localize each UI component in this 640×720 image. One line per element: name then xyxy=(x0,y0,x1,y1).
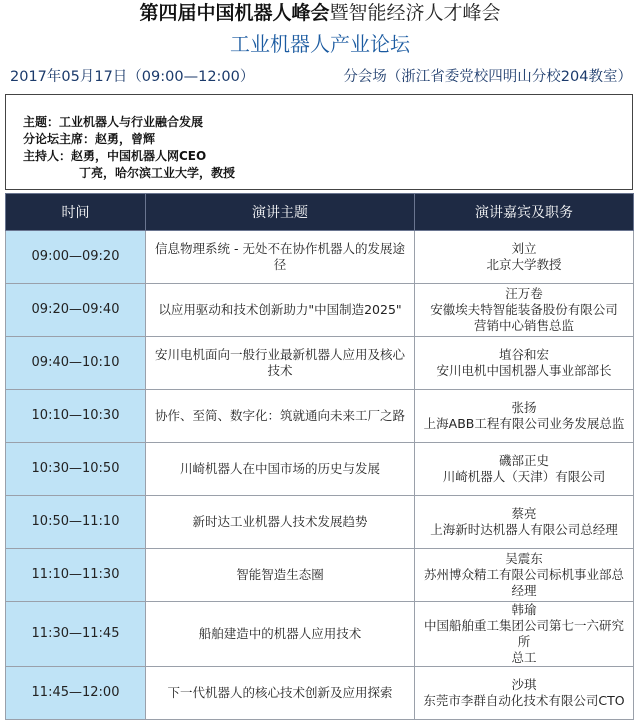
row-speaker xyxy=(415,231,634,284)
speaker-title: 苏州博众精工有限公司标机事业部总经理 xyxy=(423,567,624,598)
forum-subtitle: 工业机器人产业论坛 xyxy=(230,32,410,56)
row-speaker xyxy=(415,443,634,496)
speaker-name: 张扬 xyxy=(511,400,537,415)
table-row xyxy=(6,337,634,390)
row-time: 10:10—10:30 xyxy=(6,390,146,443)
speaker-name: 韩瑜 xyxy=(511,602,537,617)
header-speaker: 演讲嘉宾及职务 xyxy=(415,194,634,231)
row-time: 10:50—11:10 xyxy=(6,496,146,549)
row-speaker xyxy=(415,496,634,549)
forum-host-2: 丁亮，哈尔滨工业大学，教授 xyxy=(79,166,236,180)
row-speaker xyxy=(415,549,634,602)
row-topic: 川崎机器人在中国市场的历史与发展 xyxy=(146,443,415,496)
row-topic: 以应用驱动和技术创新助力"中国制造2025" xyxy=(146,284,415,337)
row-speaker xyxy=(415,390,634,443)
event-date: 2017年05月17日（09:00—12:00） xyxy=(10,69,255,85)
row-time: 10:30—10:50 xyxy=(6,443,146,496)
speaker-title: 东莞市李群自动化技术有限公司CTO xyxy=(423,693,625,708)
table-row xyxy=(6,549,634,602)
row-topic: 协作、至简、数字化：筑就通向未来工厂之路 xyxy=(146,390,415,443)
forum-chairs: 分论坛主席：赵勇，曾辉 xyxy=(23,132,156,146)
table-row xyxy=(6,390,634,443)
table-row xyxy=(6,667,634,720)
row-time: 09:40—10:10 xyxy=(6,337,146,390)
speaker-name: 沙琪 xyxy=(511,677,537,692)
event-title-suffix: 暨智能经济人才峰会 xyxy=(329,2,501,24)
row-speaker xyxy=(415,284,634,337)
speaker-title: 上海新时达机器人有限公司总经理 xyxy=(430,522,618,537)
table-row xyxy=(6,496,634,549)
date-venue-line xyxy=(0,66,640,88)
row-topic: 新时达工业机器人技术发展趋势 xyxy=(146,496,415,549)
row-topic: 智能智造生态圈 xyxy=(146,549,415,602)
row-time: 11:30—11:45 xyxy=(6,602,146,667)
row-speaker xyxy=(415,337,634,390)
speaker-name: 吴震东 xyxy=(505,551,543,566)
speaker-name: 埴谷和宏 xyxy=(498,347,549,362)
row-topic: 安川电机面向一般行业最新机器人应用及核心技术 xyxy=(146,337,415,390)
speaker-title: 川崎机器人（天津）有限公司 xyxy=(442,469,606,484)
table-row xyxy=(6,231,634,284)
row-speaker xyxy=(415,602,634,667)
header-time: 时间 xyxy=(6,194,146,231)
row-time: 09:00—09:20 xyxy=(6,231,146,284)
forum-host: 主持人：赵勇，中国机器人网CEO xyxy=(23,149,207,163)
table-row xyxy=(6,443,634,496)
table-row xyxy=(6,602,634,667)
header-topic: 演讲主题 xyxy=(146,194,415,231)
row-speaker xyxy=(415,667,634,720)
speaker-title: 营销中心销售总监 xyxy=(473,318,574,333)
speaker-title: 北京大学教授 xyxy=(486,257,562,272)
row-topic: 信息物理系统 - 无处不在协作机器人的发展途径 xyxy=(146,231,415,284)
event-venue: 分会场（浙江省委党校四明山分校204教室） xyxy=(343,69,632,85)
table-row xyxy=(6,284,634,337)
row-topic: 船舶建造中的机器人应用技术 xyxy=(146,602,415,667)
speaker-name: 汪万卷 xyxy=(505,286,543,301)
row-time: 11:45—12:00 xyxy=(6,667,146,720)
speaker-title: 中国船舶重工集团公司第七一六研究所 xyxy=(423,618,624,649)
row-topic: 下一代机器人的核心技术创新及应用探索 xyxy=(146,667,415,720)
schedule-table xyxy=(5,193,634,720)
speaker-name: 磯部正史 xyxy=(498,453,549,468)
row-time: 11:10—11:30 xyxy=(6,549,146,602)
speaker-title: 安徽埃夫特智能装备股份有限公司 xyxy=(430,302,618,317)
speaker-name: 刘立 xyxy=(511,241,537,256)
row-time: 09:20—09:40 xyxy=(6,284,146,337)
speaker-title: 上海ABB工程有限公司业务发展总监 xyxy=(423,416,625,431)
event-title xyxy=(0,0,640,28)
speaker-name: 蔡亮 xyxy=(511,506,537,521)
schedule-header-row xyxy=(6,194,634,231)
speaker-title: 安川电机中国机器人事业部部长 xyxy=(436,363,612,378)
event-title-main: 第四届中国机器人峰会 xyxy=(139,2,330,24)
forum-theme: 主题：工业机器人与行业融合发展 xyxy=(23,115,204,129)
speaker-title: 总工 xyxy=(511,650,537,665)
forum-info-box xyxy=(5,94,633,190)
